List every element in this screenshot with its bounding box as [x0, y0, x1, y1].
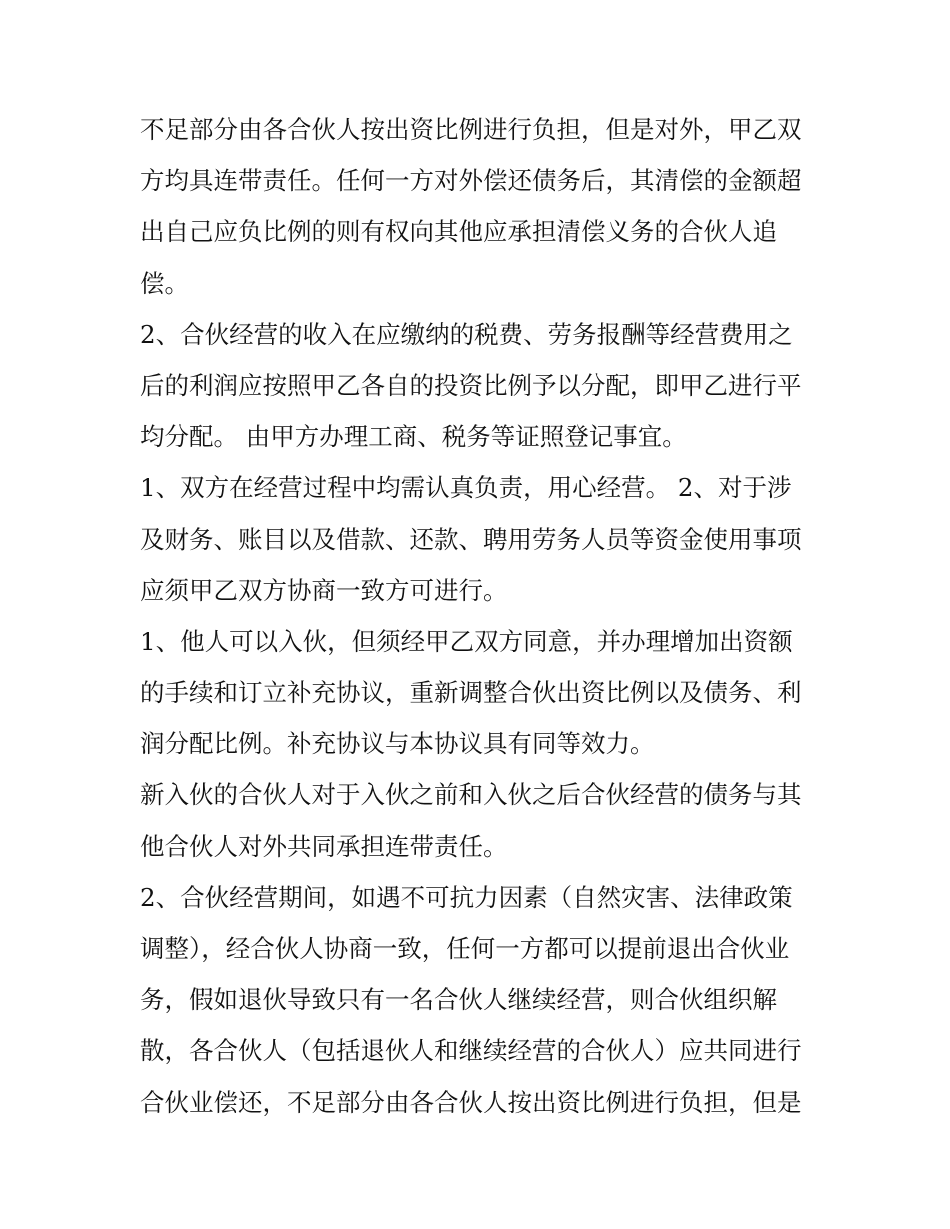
- text-line: 他合伙人对外共同承担连带责任。: [140, 831, 508, 861]
- text-line: 合伙业偿还，不足部分由各合伙人按出资比例进行负担，但是: [140, 1087, 802, 1117]
- text-line: 的手续和订立补充协议，重新调整合伙出资比例以及债务、利: [140, 678, 802, 708]
- body-text: [140, 104, 840, 1128]
- text-line: 务，假如退伙导致只有一名合伙人继续经营，则合伙组织解: [140, 985, 777, 1015]
- text-line: 2、合伙经营期间，如遇不可抗力因素（自然灾害、法律政策: [140, 882, 793, 912]
- text-line: 后的利润应按照甲乙各自的投资比例予以分配，即甲乙进行平: [140, 370, 802, 400]
- text-line: 出自己应负比例的则有权向其他应承担清偿义务的合伙人追: [140, 217, 777, 247]
- text-line: 新入伙的合伙人对于入伙之前和入伙之后合伙经营的债务与其: [140, 780, 802, 810]
- text-line: 散，各合伙人（包括退伙人和继续经营的合伙人）应共同进行: [140, 1036, 802, 1066]
- text-line: 润分配比例。补充协议与本协议具有同等效力。: [140, 729, 655, 759]
- text-line: 均分配。 由甲方办理工商、税务等证照登记事宜。: [140, 422, 687, 452]
- text-line: 偿。: [140, 268, 189, 298]
- text-line: 不足部分由各合伙人按出资比例进行负担，但是对外，甲乙双: [140, 115, 802, 144]
- text-line: 调整），经合伙人协商一致，任何一方都可以提前退出合伙业: [140, 934, 790, 963]
- text-line: 1、双方在经营过程中均需认真负责，用心经营。 2、对于涉: [140, 473, 792, 503]
- text-line: 方均具连带责任。任何一方对外偿还债务后，其清偿的金额超: [140, 166, 802, 196]
- text-line: 1、他人可以入伙，但须经甲乙双方同意，并办理增加出资额: [140, 626, 793, 656]
- text-line: 2、合伙经营的收入在应缴纳的税费、劳务报酬等经营费用之: [140, 319, 793, 349]
- text-line: 应须甲乙双方协商一致方可进行。: [140, 575, 508, 605]
- text-line: 及财务、账目以及借款、还款、聘用劳务人员等资金使用事项: [140, 524, 802, 554]
